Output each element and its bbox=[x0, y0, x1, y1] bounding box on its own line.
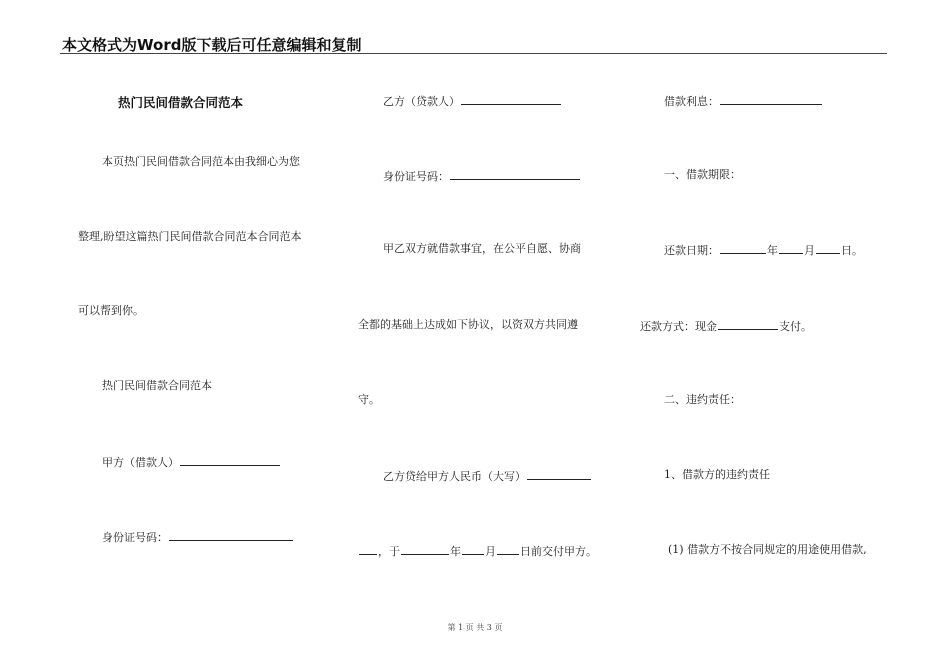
breach-item-1: (1) 借款方不按合同规定的用途使用借款, bbox=[668, 543, 867, 556]
contract-subtitle: 热门民间借款合同范本 bbox=[102, 379, 212, 392]
repay-method-blank bbox=[718, 318, 778, 330]
delivery-day-blank bbox=[497, 543, 519, 555]
repay-year-label: 年 bbox=[767, 244, 778, 257]
intro-line-1: 本页热门民间借款合同范本由我细心为您 bbox=[102, 155, 300, 168]
party-a-id-label: 身份证号码： bbox=[102, 531, 168, 544]
repay-method-end: 支付。 bbox=[779, 320, 812, 333]
repay-month-blank bbox=[779, 242, 803, 254]
loan-amount-label: 乙方贷给甲方人民币（大写） bbox=[383, 470, 526, 483]
page-number: 第 1 页 共 3 页 bbox=[447, 623, 503, 632]
party-b-line bbox=[383, 93, 562, 109]
delivery-end: 日前交付甲方。 bbox=[520, 545, 597, 558]
repay-month-label: 月 bbox=[804, 244, 815, 257]
loan-amount-blank bbox=[527, 468, 591, 480]
document-header: 本文格式为Word版下载后可任意编辑和复制 bbox=[62, 36, 362, 54]
repay-date-line bbox=[664, 242, 863, 258]
contract-title: 热门民间借款合同范本 bbox=[118, 95, 244, 110]
party-b-id-label: 身份证号码： bbox=[383, 170, 449, 183]
party-a-id-line bbox=[102, 529, 294, 545]
delivery-month-label: 月 bbox=[485, 545, 496, 558]
header-rule bbox=[60, 53, 887, 54]
interest-blank bbox=[720, 93, 822, 105]
party-b-id-line bbox=[383, 168, 581, 184]
delivery-sep: ，于 bbox=[378, 545, 400, 558]
agreement-line-3: 守。 bbox=[358, 393, 380, 406]
party-b-id-blank bbox=[450, 168, 580, 180]
intro-line-2: 整理,盼望这篇热门民间借款合同范本合同范本 bbox=[78, 230, 302, 243]
interest-label: 借款利息： bbox=[664, 95, 719, 108]
agreement-line-2: 全都的基础上达成如下协议，以资双方共同遵 bbox=[358, 318, 578, 331]
repay-day-label: 日。 bbox=[841, 244, 863, 257]
term-heading: 一、借款期限： bbox=[664, 168, 741, 181]
party-a-blank bbox=[180, 454, 280, 466]
agreement-line-1: 甲乙双方就借款事宜，在公平自愿、协商 bbox=[383, 242, 581, 255]
interest-line bbox=[664, 93, 823, 109]
delivery-line bbox=[358, 543, 597, 559]
repay-day-blank bbox=[816, 242, 840, 254]
delivery-year-blank bbox=[401, 543, 449, 555]
repay-date-label: 还款日期： bbox=[664, 244, 719, 257]
party-b-label: 乙方（贷款人） bbox=[383, 95, 460, 108]
party-b-blank bbox=[461, 93, 561, 105]
party-a-line bbox=[102, 454, 281, 470]
party-a-label: 甲方（借款人） bbox=[102, 456, 179, 469]
party-a-id-blank bbox=[169, 529, 293, 541]
breach-sub-1: 1、借款方的违约责任 bbox=[664, 468, 770, 481]
breach-heading: 二、违约责任： bbox=[664, 393, 741, 406]
repay-method-label: 还款方式：现金 bbox=[640, 320, 717, 333]
delivery-month-blank bbox=[462, 543, 484, 555]
repay-year-blank bbox=[720, 242, 766, 254]
intro-line-3: 可以帮到你。 bbox=[78, 304, 144, 317]
delivery-year-label: 年 bbox=[450, 545, 461, 558]
loan-amount-blank-cont bbox=[359, 543, 377, 555]
repay-method-line bbox=[640, 318, 812, 334]
loan-amount-line bbox=[383, 468, 592, 484]
